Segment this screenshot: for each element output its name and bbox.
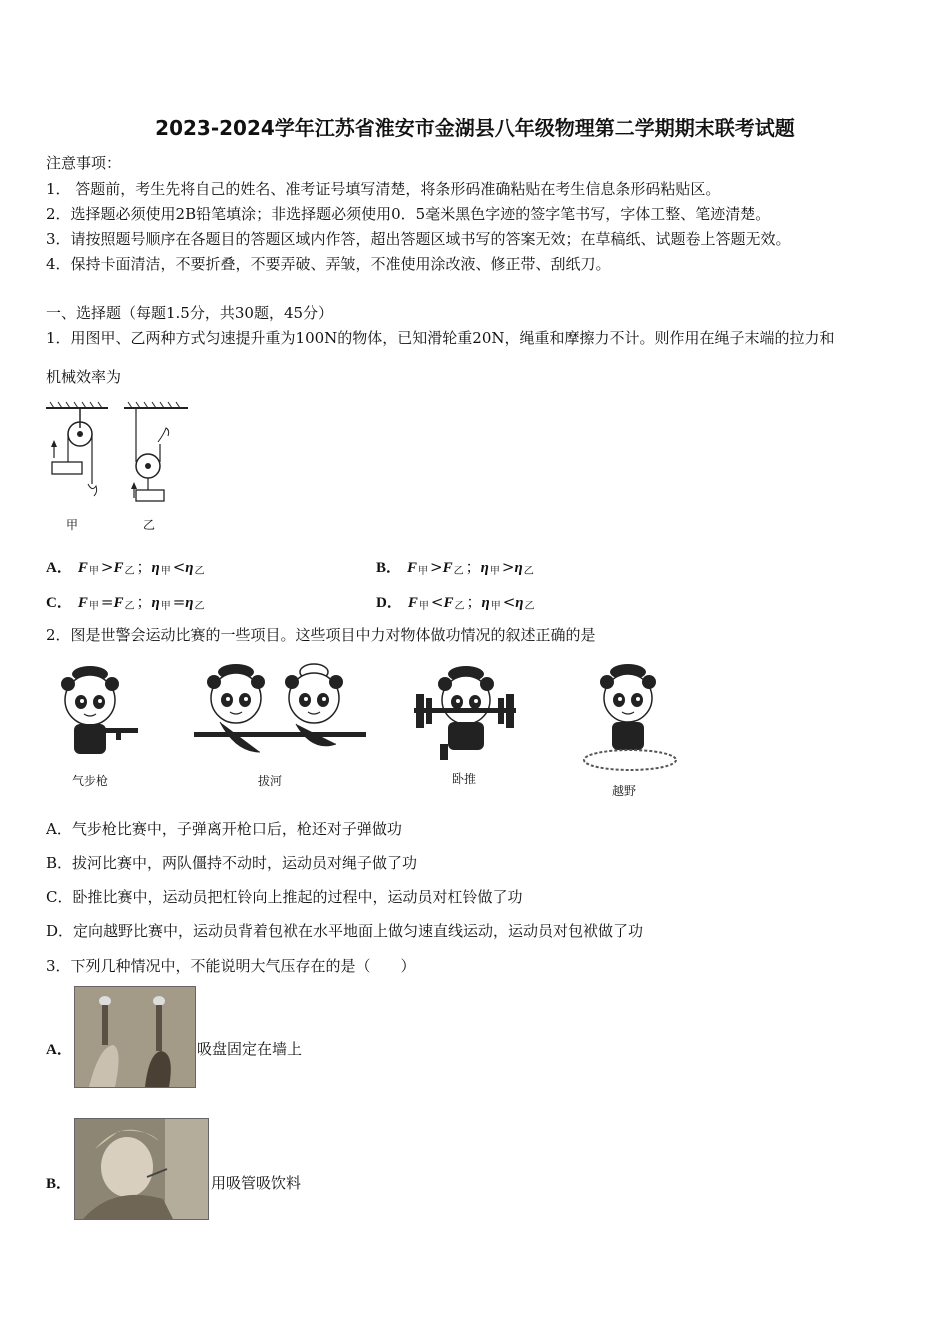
note-item-2: 2．选择题必须使用2B铅笔填涂；非选择题必须使用0．5毫米黑色字迹的签字笔书写，字体工整、笔迹清楚。	[46, 205, 771, 223]
q1-option-b-sub1: 甲	[418, 566, 429, 577]
q1-option-b-sub4: 乙	[523, 566, 534, 577]
q1-option-d-sep: ；	[466, 593, 482, 611]
q1-option-c-force-2: F	[113, 595, 124, 611]
caption-air-rifle: 气步枪	[72, 774, 109, 788]
pulley-fixed-diagram	[44, 400, 110, 500]
q1-option-c-eta-2: η	[185, 595, 194, 611]
q3-option-b-label	[46, 1172, 77, 1193]
q3-option-b-letter: B．	[46, 1176, 72, 1192]
caption-bench-press: 卧推	[452, 772, 477, 786]
drinking-straw-photo-drawing	[75, 1119, 208, 1219]
q1-option-c-sub2: 乙	[124, 601, 135, 612]
fig-label-yi: 乙	[143, 518, 156, 532]
caption-orienteering: 越野	[612, 784, 637, 798]
q1-option-d-rel1: <	[430, 593, 444, 611]
q1-option-b-force: F	[407, 560, 418, 576]
q2-option-d: D．定向越野比赛中，运动员背着包袱在水平地面上做匀速直线运动，运动员对包袱做了功	[46, 922, 644, 940]
q1-option-d	[376, 591, 537, 612]
note-item-3: 3．请按照题号顺序在各题目的答题区域内作答，超出答题区域书写的答案无效；在草稿纸、试题卷上答题无效。	[46, 230, 791, 248]
q1-option-b-sep: ；	[465, 558, 481, 576]
q3-stem: 3．下列几种情况中，不能说明大气压存在的是（ ）	[46, 957, 416, 975]
q1-option-c-label: C．	[46, 595, 72, 611]
q1-option-d-sub3: 甲	[490, 601, 501, 612]
q1-option-d-sub1: 甲	[418, 601, 429, 612]
q1-option-a-force: F	[77, 560, 88, 576]
notes-heading: 注意事项：	[46, 154, 122, 172]
q3-option-a-letter: A．	[46, 1042, 72, 1058]
q1-option-a	[46, 556, 207, 577]
mascot-bench-press-illustration	[412, 660, 518, 764]
q1-option-a-rel1: >	[100, 558, 114, 576]
note-item-4: 4．保持卡面清洁，不要折叠，不要弄破、弄皱，不准使用涂改液、修正带、刮纸刀。	[46, 255, 611, 273]
section-heading: 一、选择题（每题1.5分，共30题，45分）	[46, 304, 334, 322]
q1-option-c-rel2: =	[172, 593, 186, 611]
q1-option-b-eta: η	[480, 560, 489, 576]
q1-option-b-label: B．	[376, 560, 402, 576]
q2-stem: 2．图是世警会运动比赛的一些项目。这些项目中力对物体做功情况的叙述正确的是	[46, 626, 596, 644]
q1-option-a-force-2: F	[113, 560, 124, 576]
q1-option-c-rel1: =	[100, 593, 114, 611]
q1-option-b-rel1: >	[430, 558, 443, 576]
note-item-1: 1． 答题前，考生先将自己的姓名、准考证号填写清楚，将条形码准确粘贴在考生信息条形码粘贴区。	[46, 180, 721, 198]
q1-option-c-sub3: 甲	[160, 601, 171, 612]
q1-option-d-force: F	[407, 595, 418, 611]
q1-option-a-sub3: 甲	[160, 566, 171, 577]
q1-option-b-rel2: >	[501, 558, 515, 576]
q1-option-c-eta: η	[151, 595, 160, 611]
q1-option-a-sep: ；	[136, 558, 152, 576]
q1-option-c-sub1: 甲	[88, 601, 99, 612]
q1-option-a-sub1: 甲	[88, 566, 99, 577]
drinking-straw-photo	[74, 1118, 209, 1220]
q1-option-b-force-2: F	[442, 560, 453, 576]
q1-option-c	[46, 591, 207, 612]
mascot-air-rifle-illustration	[54, 662, 144, 762]
suction-cup-photo-drawing	[75, 987, 195, 1087]
q1-option-d-eta: η	[481, 595, 490, 611]
q1-option-d-eta-2: η	[515, 595, 524, 611]
q1-option-c-force: F	[77, 595, 88, 611]
q1-stem-line-1: 1．用图甲、乙两种方式匀速提升重为100N的物体，已知滑轮重20N，绳重和摩擦力不计。则作用在绳子末端的拉力和	[46, 329, 835, 347]
q3-option-b-text: 用吸管吸饮料	[211, 1174, 302, 1192]
q1-option-d-force-2: F	[443, 595, 454, 611]
q1-option-a-sub2: 乙	[124, 566, 135, 577]
q1-stem-line-2: 机械效率为	[46, 368, 122, 386]
q1-option-a-eta-2: η	[185, 560, 194, 576]
exam-title: 2023-2024学年江苏省淮安市金湖县八年级物理第二学期期末联考试题	[155, 116, 795, 140]
pulley-movable-diagram	[120, 400, 190, 518]
q1-option-b	[376, 556, 536, 577]
q2-option-a: A．气步枪比赛中，子弹离开枪口后，枪还对子弹做功	[46, 820, 402, 838]
q2-option-c: C．卧推比赛中，运动员把杠铃向上推起的过程中，运动员对杠铃做了功	[46, 888, 523, 906]
q1-option-a-label: A．	[46, 560, 72, 576]
mascot-orienteering-illustration	[580, 660, 680, 776]
q3-option-a-text: 吸盘固定在墙上	[197, 1040, 303, 1058]
mascot-tug-of-war-illustration	[192, 660, 368, 764]
q2-option-b: B．拔河比赛中，两队僵持不动时，运动员对绳子做了功	[46, 854, 418, 872]
q1-option-d-label: D．	[376, 595, 402, 611]
caption-tug-of-war: 拔河	[258, 774, 283, 788]
q1-option-a-sub4: 乙	[194, 566, 205, 577]
q1-option-a-eta: η	[151, 560, 160, 576]
q1-option-b-eta-2: η	[514, 560, 523, 576]
q1-option-b-sub2: 乙	[453, 566, 464, 577]
q1-option-d-rel2: <	[502, 593, 516, 611]
q1-option-c-sep: ；	[136, 593, 152, 611]
suction-cup-photo	[74, 986, 196, 1088]
q1-option-d-sub2: 乙	[454, 601, 465, 612]
fig-label-jia: 甲	[66, 518, 79, 532]
q1-option-b-sub3: 甲	[489, 566, 500, 577]
q1-option-a-rel2: <	[172, 558, 186, 576]
q1-option-c-sub4: 乙	[194, 601, 205, 612]
q1-option-d-sub4: 乙	[524, 601, 535, 612]
